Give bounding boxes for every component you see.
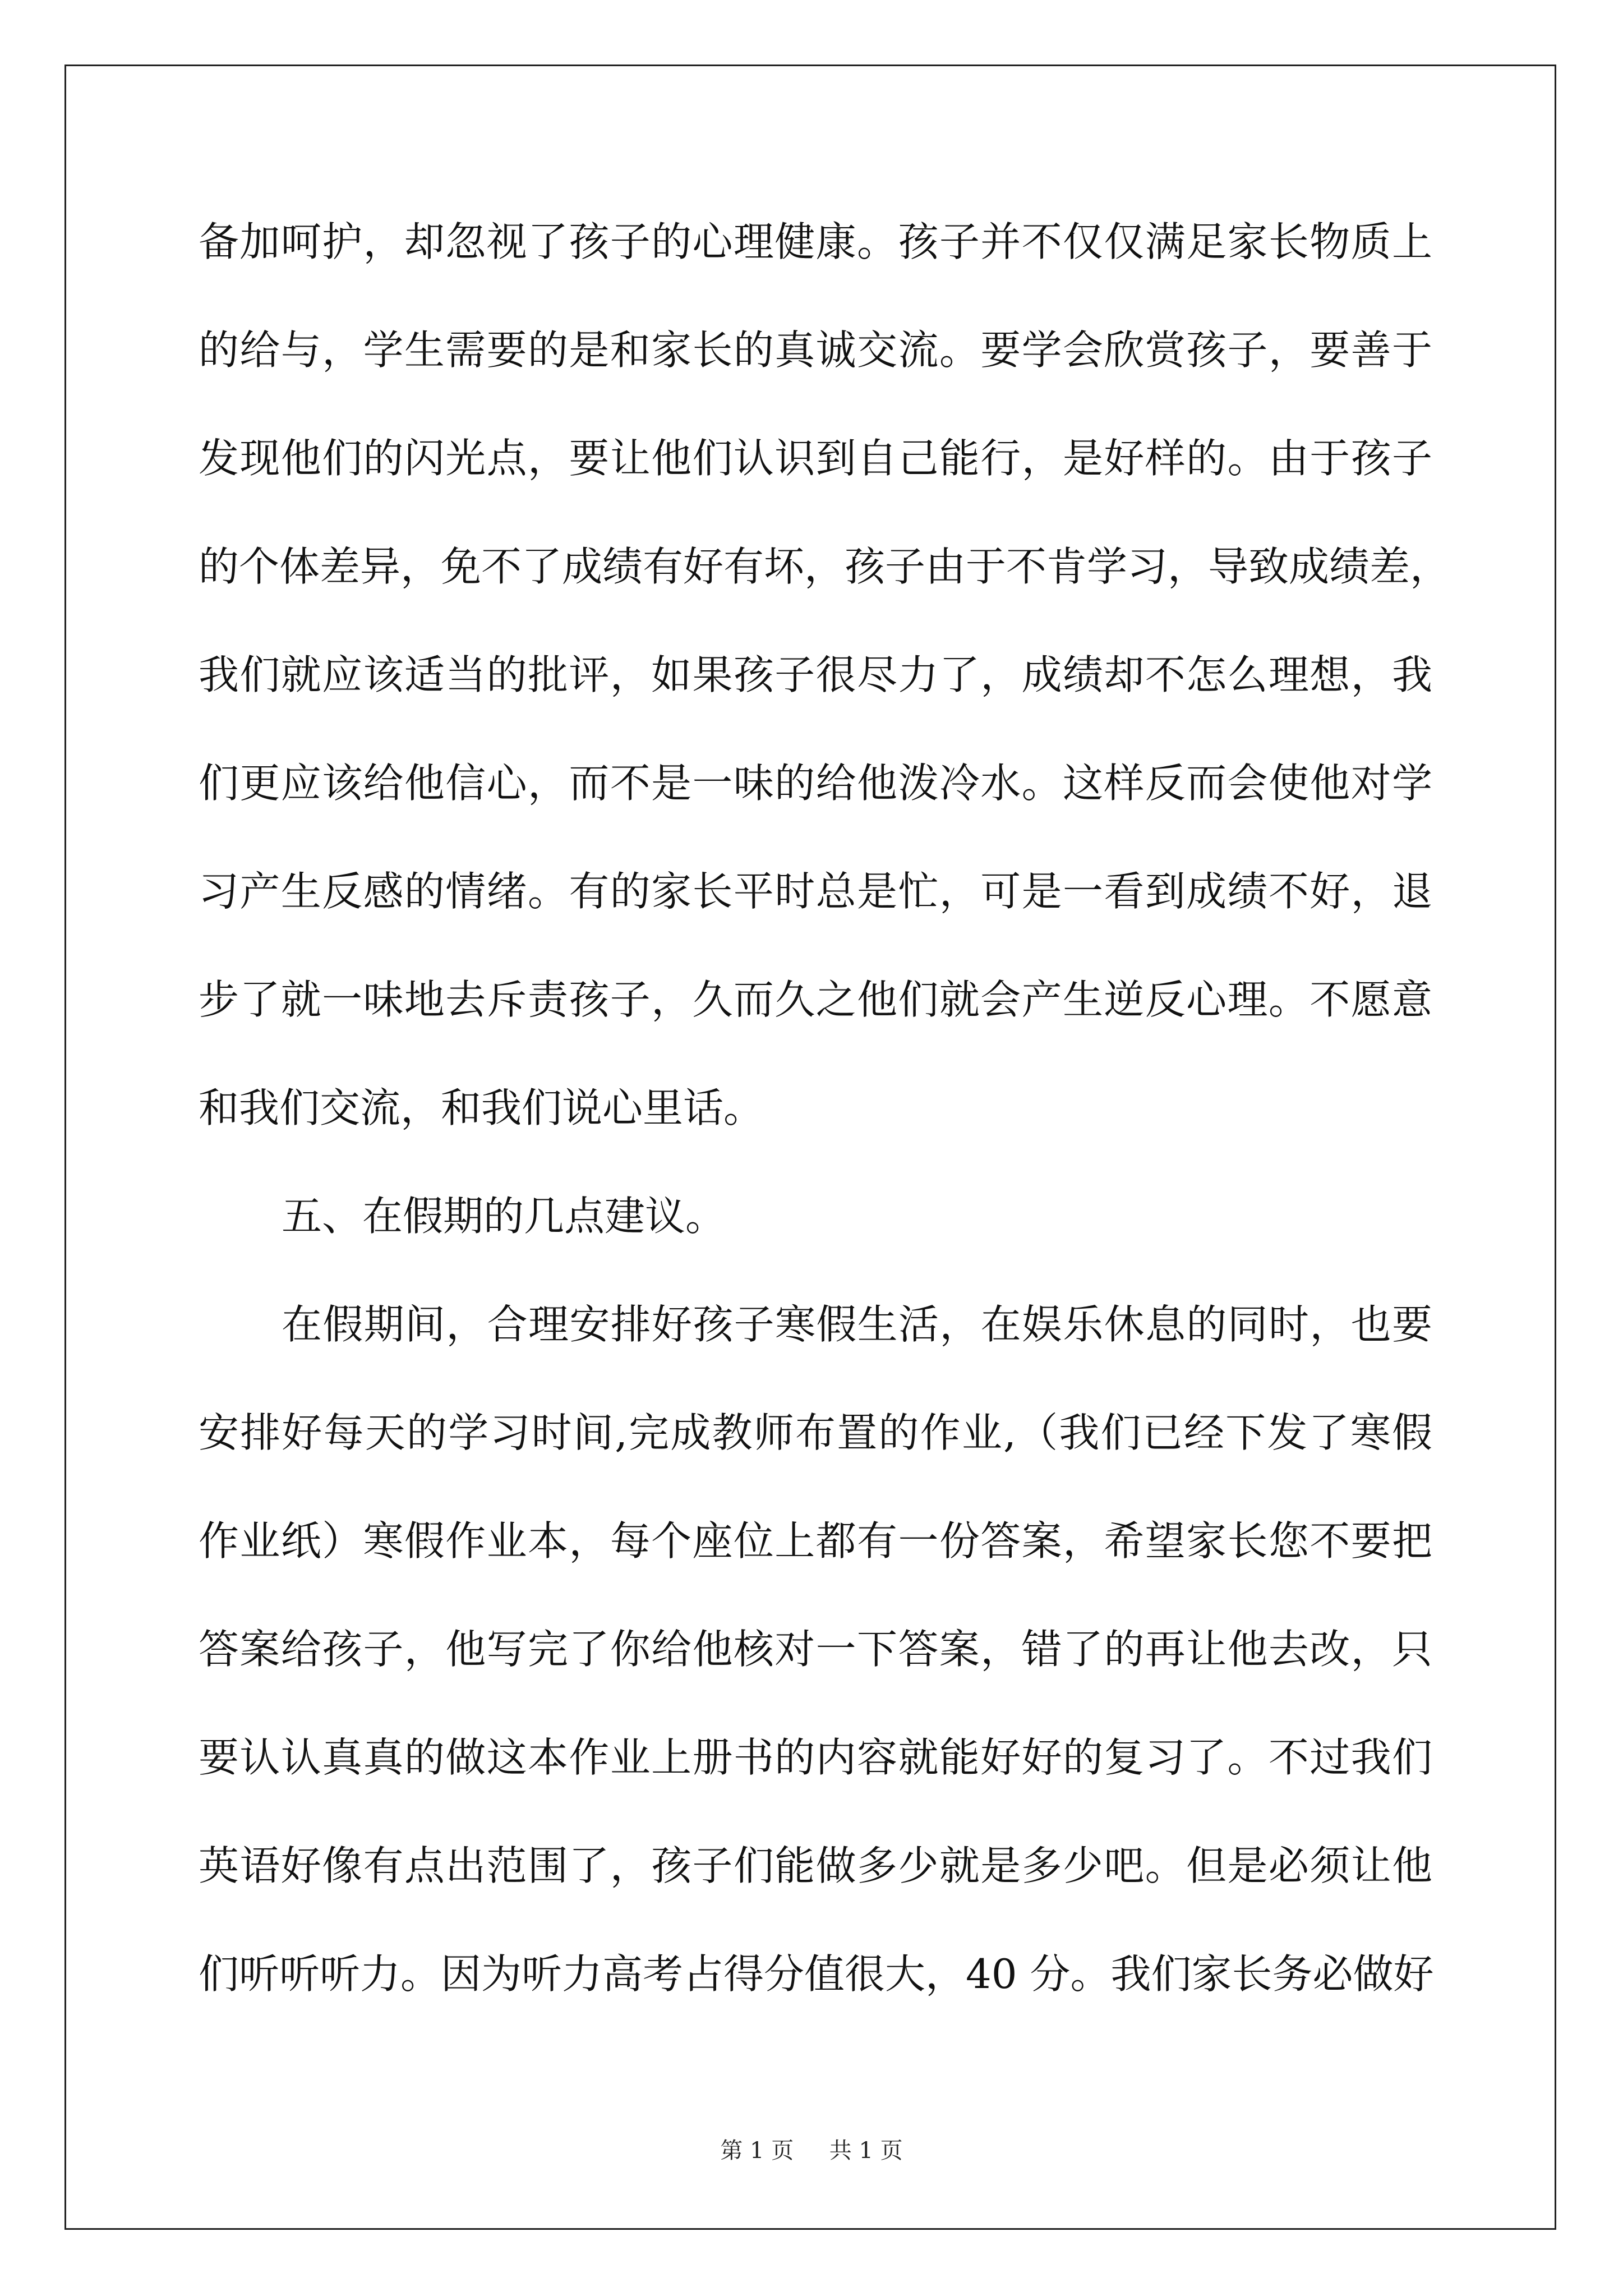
page-total: 共 1 页	[829, 2138, 903, 2164]
text-line-12: 安排好每天的学习时间,完成教师布置的作业,（我们已经下发了寒假	[199, 1409, 1432, 1456]
text-line-2: 的给与，学生需要的是和家长的真诚交流。要学会欣赏孩子，要善于	[199, 326, 1432, 374]
text-line-3: 发现他们的闪光点，要让他们认识到自己能行，是好样的。由于孩子	[199, 435, 1432, 482]
text-line-11: 在假期间，合理安排好孩子寒假生活，在娱乐休息的同时，也要	[282, 1301, 1432, 1348]
page-number: 第 1 页	[720, 2138, 794, 2164]
text-line-16: 英语好像有点出范围了，孩子们能做多少就是多少吧。但是必须让他	[199, 1842, 1432, 1889]
text-line-6: 们更应该给他信心，而不是一味的给他泼冷水。这样反而会使他对学	[199, 760, 1432, 807]
text-line-9: 和我们交流，和我们说心里话。	[199, 1084, 764, 1131]
footer-spacer	[801, 2138, 822, 2164]
text-line-8: 步了就一味地去斥责孩子，久而久之他们就会产生逆反心理。不愿意	[199, 976, 1432, 1023]
text-line-17: 们听听听力。因为听力高考占得分值很大，40 分。我们家长务必做好	[199, 1950, 1434, 1998]
document-body	[199, 218, 1451, 2062]
text-line-15: 要认认真真的做这本作业上册书的内容就能好好的复习了。不过我们	[199, 1734, 1432, 1781]
text-line-14: 答案给孩子，他写完了你给他核对一下答案，错了的再让他去改，只	[199, 1626, 1432, 1673]
page-footer	[0, 2137, 1623, 2164]
text-line-7: 习产生反感的情绪。有的家长平时总是忙，可是一看到成绩不好，退	[199, 868, 1432, 915]
text-line-4: 的个体差异，免不了成绩有好有坏，孩子由于不肯学习，导致成绩差，	[199, 543, 1451, 590]
text-line-13: 作业纸）寒假作业本，每个座位上都有一份答案，希望家长您不要把	[199, 1517, 1432, 1565]
text-line-1: 备加呵护，却忽视了孩子的心理健康。孩子并不仅仅满足家长物质上	[199, 218, 1432, 265]
text-line-5: 我们就应该适当的批评，如果孩子很尽力了，成绩却不怎么理想，我	[199, 651, 1432, 698]
section-heading: 五、在假期的几点建议。	[282, 1193, 726, 1240]
